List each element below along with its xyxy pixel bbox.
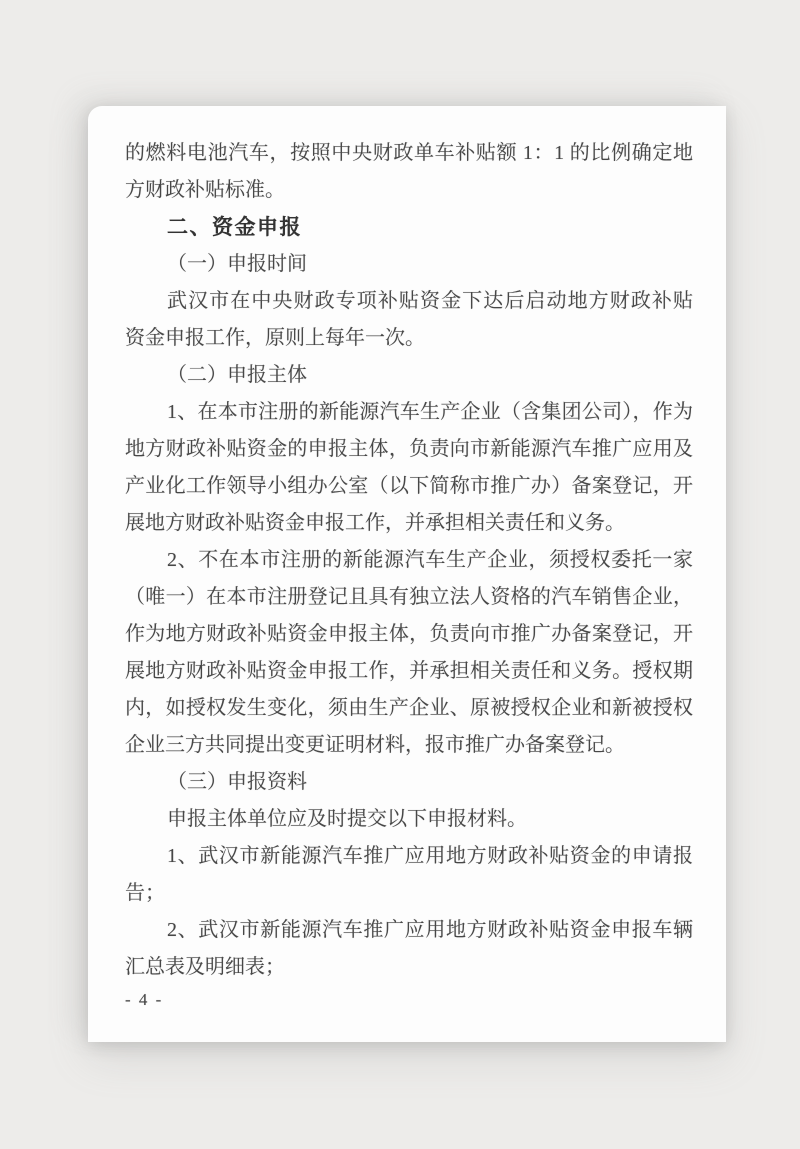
text-line: 告；: [125, 882, 165, 904]
text-line: 内，如授权发生变化，须由生产企业、原被授权企业和新被授权: [125, 697, 693, 719]
text-line: 作为地方财政补贴资金申报主体，负责向市推广办备案登记，开: [125, 623, 693, 645]
text-line: 展地方财政补贴资金申报工作，并承担相关责任和义务。授权期: [125, 660, 693, 682]
text-line: （二）申报主体: [167, 364, 307, 386]
text-line: 企业三方共同提出变更证明材料，报市推广办备案登记。: [125, 734, 625, 756]
text-line: 方财政补贴标准。: [125, 179, 285, 201]
text-line: （唯一）在本市注册登记且具有独立法人资格的汽车销售企业，: [125, 586, 693, 608]
text-line: 1、武汉市新能源汽车推广应用地方财政补贴资金的申请报: [167, 845, 693, 867]
text-line: 地方财政补贴资金的申报主体，负责向市新能源汽车推广应用及: [125, 438, 693, 460]
text-line: 1、在本市注册的新能源汽车生产企业（含集团公司），作为: [167, 401, 693, 423]
text-line: 产业化工作领导小组办公室（以下简称市推广办）备案登记，开: [125, 475, 693, 497]
document-body: [125, 135, 693, 986]
text-line: 2、武汉市新能源汽车推广应用地方财政补贴资金申报车辆: [167, 919, 693, 941]
document-page: [88, 106, 726, 1042]
text-line: 2、不在本市注册的新能源汽车生产企业，须授权委托一家: [167, 549, 693, 571]
text-line: 资金申报工作，原则上每年一次。: [125, 327, 425, 349]
text-line: 申报主体单位应及时提交以下申报材料。: [167, 808, 527, 830]
text-line: 展地方财政补贴资金申报工作，并承担相关责任和义务。: [125, 512, 625, 534]
text-line: 武汉市在中央财政专项补贴资金下达后启动地方财政补贴: [167, 290, 693, 312]
section-heading: 二、资金申报: [167, 216, 302, 239]
page-number: - 4 -: [125, 990, 164, 1009]
text-line: （一）申报时间: [167, 253, 307, 275]
text-line: 汇总表及明细表；: [125, 956, 285, 978]
text-line: 的燃料电池汽车，按照中央财政单车补贴额 1：1 的比例确定地: [125, 142, 693, 164]
text-line: （三）申报资料: [167, 771, 307, 793]
